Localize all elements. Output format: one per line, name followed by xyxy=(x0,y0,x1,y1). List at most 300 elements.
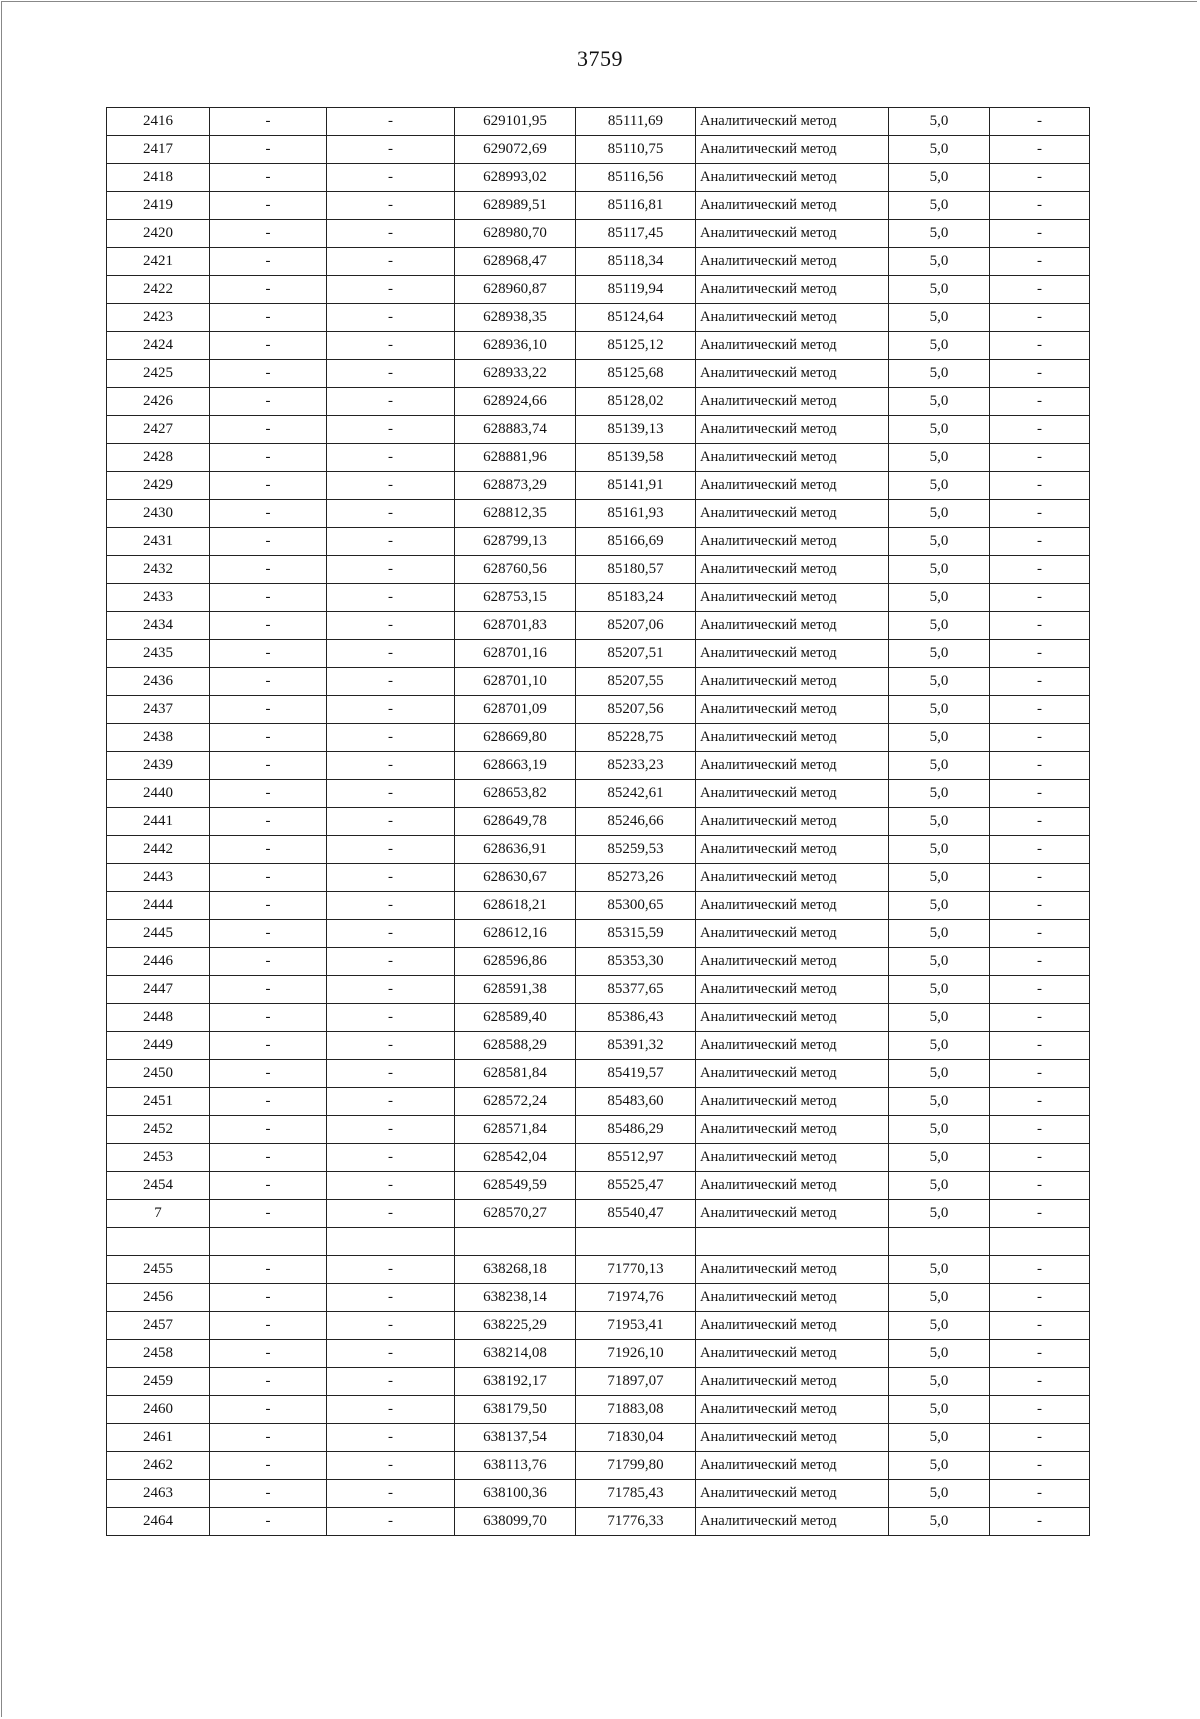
empty-col-8-cell: - xyxy=(990,136,1090,164)
table-row-blank xyxy=(107,1228,1090,1256)
empty-col-8-cell: - xyxy=(990,248,1090,276)
method-cell: Аналитический метод xyxy=(696,416,889,444)
method-cell: Аналитический метод xyxy=(696,1396,889,1424)
y-coordinate-cell: 85166,69 xyxy=(576,528,696,556)
method-cell: Аналитический метод xyxy=(696,192,889,220)
empty-col-2-cell: - xyxy=(210,1172,327,1200)
accuracy-cell xyxy=(889,1228,990,1256)
table-row xyxy=(107,1060,1090,1088)
point-number-cell: 2421 xyxy=(107,248,210,276)
empty-col-3-cell: - xyxy=(327,1312,455,1340)
point-number-cell: 2464 xyxy=(107,1508,210,1536)
empty-col-3-cell: - xyxy=(327,1060,455,1088)
x-coordinate-cell: 628938,35 xyxy=(455,304,576,332)
empty-col-3-cell: - xyxy=(327,1032,455,1060)
empty-col-2-cell: - xyxy=(210,1200,327,1228)
y-coordinate-cell: 85118,34 xyxy=(576,248,696,276)
table-row xyxy=(107,1312,1090,1340)
accuracy-cell: 5,0 xyxy=(889,108,990,136)
method-cell: Аналитический метод xyxy=(696,976,889,1004)
point-number-cell: 2458 xyxy=(107,1340,210,1368)
x-coordinate-cell: 629101,95 xyxy=(455,108,576,136)
empty-col-3-cell: - xyxy=(327,892,455,920)
x-coordinate-cell: 628669,80 xyxy=(455,724,576,752)
empty-col-2-cell: - xyxy=(210,556,327,584)
x-coordinate-cell xyxy=(455,1228,576,1256)
method-cell: Аналитический метод xyxy=(696,696,889,724)
method-cell: Аналитический метод xyxy=(696,836,889,864)
empty-col-2-cell: - xyxy=(210,1340,327,1368)
empty-col-8-cell: - xyxy=(990,892,1090,920)
empty-col-2-cell: - xyxy=(210,948,327,976)
empty-col-2-cell: - xyxy=(210,920,327,948)
empty-col-3-cell: - xyxy=(327,500,455,528)
x-coordinate-cell: 628873,29 xyxy=(455,472,576,500)
x-coordinate-cell: 628588,29 xyxy=(455,1032,576,1060)
y-coordinate-cell: 85377,65 xyxy=(576,976,696,1004)
empty-col-8-cell: - xyxy=(990,780,1090,808)
accuracy-cell: 5,0 xyxy=(889,612,990,640)
method-cell: Аналитический метод xyxy=(696,1004,889,1032)
point-number-cell: 2457 xyxy=(107,1312,210,1340)
empty-col-8-cell: - xyxy=(990,1004,1090,1032)
y-coordinate-cell: 71926,10 xyxy=(576,1340,696,1368)
empty-col-3-cell: - xyxy=(327,1508,455,1536)
accuracy-cell: 5,0 xyxy=(889,948,990,976)
accuracy-cell: 5,0 xyxy=(889,696,990,724)
empty-col-8-cell: - xyxy=(990,1396,1090,1424)
page-number: 3759 xyxy=(577,46,623,71)
y-coordinate-cell: 85125,68 xyxy=(576,360,696,388)
method-cell: Аналитический метод xyxy=(696,1256,889,1284)
method-cell: Аналитический метод xyxy=(696,892,889,920)
empty-col-8-cell: - xyxy=(990,164,1090,192)
empty-col-3-cell: - xyxy=(327,948,455,976)
x-coordinate-cell: 628701,09 xyxy=(455,696,576,724)
table-row xyxy=(107,388,1090,416)
method-cell: Аналитический метод xyxy=(696,1312,889,1340)
method-cell: Аналитический метод xyxy=(696,304,889,332)
point-number-cell: 2439 xyxy=(107,752,210,780)
accuracy-cell: 5,0 xyxy=(889,1088,990,1116)
x-coordinate-cell: 628989,51 xyxy=(455,192,576,220)
method-cell: Аналитический метод xyxy=(696,248,889,276)
accuracy-cell: 5,0 xyxy=(889,724,990,752)
accuracy-cell: 5,0 xyxy=(889,360,990,388)
method-cell: Аналитический метод xyxy=(696,780,889,808)
x-coordinate-cell: 628542,04 xyxy=(455,1144,576,1172)
empty-col-3-cell: - xyxy=(327,836,455,864)
empty-col-8-cell: - xyxy=(990,276,1090,304)
empty-col-3-cell: - xyxy=(327,1088,455,1116)
empty-col-8-cell: - xyxy=(990,1480,1090,1508)
accuracy-cell: 5,0 xyxy=(889,388,990,416)
x-coordinate-cell: 638238,14 xyxy=(455,1284,576,1312)
empty-col-2-cell: - xyxy=(210,1256,327,1284)
empty-col-2-cell: - xyxy=(210,248,327,276)
empty-col-2-cell: - xyxy=(210,612,327,640)
empty-col-3-cell: - xyxy=(327,976,455,1004)
point-number-cell: 2423 xyxy=(107,304,210,332)
empty-col-8-cell: - xyxy=(990,416,1090,444)
empty-col-2-cell: - xyxy=(210,332,327,360)
method-cell: Аналитический метод xyxy=(696,388,889,416)
method-cell: Аналитический метод xyxy=(696,1284,889,1312)
table-row xyxy=(107,332,1090,360)
accuracy-cell: 5,0 xyxy=(889,1060,990,1088)
table-row xyxy=(107,1200,1090,1228)
empty-col-2-cell: - xyxy=(210,1508,327,1536)
table-row xyxy=(107,1284,1090,1312)
accuracy-cell: 5,0 xyxy=(889,920,990,948)
empty-col-2-cell: - xyxy=(210,136,327,164)
method-cell: Аналитический метод xyxy=(696,1032,889,1060)
point-number-cell: 2431 xyxy=(107,528,210,556)
accuracy-cell: 5,0 xyxy=(889,1116,990,1144)
table-row xyxy=(107,416,1090,444)
method-cell: Аналитический метод xyxy=(696,1340,889,1368)
accuracy-cell: 5,0 xyxy=(889,1200,990,1228)
empty-col-3-cell: - xyxy=(327,1424,455,1452)
y-coordinate-cell: 85161,93 xyxy=(576,500,696,528)
x-coordinate-cell: 628589,40 xyxy=(455,1004,576,1032)
x-coordinate-cell: 628630,67 xyxy=(455,864,576,892)
table-row xyxy=(107,248,1090,276)
empty-col-2-cell: - xyxy=(210,220,327,248)
empty-col-8-cell: - xyxy=(990,1284,1090,1312)
point-number-cell: 2452 xyxy=(107,1116,210,1144)
empty-col-8-cell: - xyxy=(990,528,1090,556)
point-number-cell: 2422 xyxy=(107,276,210,304)
table-row xyxy=(107,1256,1090,1284)
empty-col-2-cell: - xyxy=(210,444,327,472)
empty-col-3-cell: - xyxy=(327,864,455,892)
accuracy-cell: 5,0 xyxy=(889,1452,990,1480)
method-cell: Аналитический метод xyxy=(696,1480,889,1508)
method-cell: Аналитический метод xyxy=(696,1368,889,1396)
accuracy-cell: 5,0 xyxy=(889,276,990,304)
y-coordinate-cell: 85486,29 xyxy=(576,1116,696,1144)
x-coordinate-cell: 628883,74 xyxy=(455,416,576,444)
point-number-cell: 2450 xyxy=(107,1060,210,1088)
y-coordinate-cell: 85139,13 xyxy=(576,416,696,444)
empty-col-3-cell: - xyxy=(327,1172,455,1200)
accuracy-cell: 5,0 xyxy=(889,976,990,1004)
empty-col-8-cell: - xyxy=(990,864,1090,892)
point-number-cell: 2437 xyxy=(107,696,210,724)
point-number-cell: 2447 xyxy=(107,976,210,1004)
x-coordinate-cell: 628591,38 xyxy=(455,976,576,1004)
empty-col-3-cell: - xyxy=(327,1368,455,1396)
y-coordinate-cell: 85116,81 xyxy=(576,192,696,220)
x-coordinate-cell: 628572,24 xyxy=(455,1088,576,1116)
x-coordinate-cell: 628960,87 xyxy=(455,276,576,304)
point-number-cell: 2419 xyxy=(107,192,210,220)
empty-col-3-cell: - xyxy=(327,1200,455,1228)
empty-col-8-cell: - xyxy=(990,304,1090,332)
empty-col-8-cell: - xyxy=(990,1172,1090,1200)
y-coordinate-cell: 85419,57 xyxy=(576,1060,696,1088)
x-coordinate-cell: 628571,84 xyxy=(455,1116,576,1144)
y-coordinate-cell: 85525,47 xyxy=(576,1172,696,1200)
y-coordinate-cell: 85540,47 xyxy=(576,1200,696,1228)
point-number-cell: 2428 xyxy=(107,444,210,472)
x-coordinate-cell: 628881,96 xyxy=(455,444,576,472)
empty-col-3-cell: - xyxy=(327,276,455,304)
table-row xyxy=(107,612,1090,640)
table-row xyxy=(107,192,1090,220)
empty-col-2-cell: - xyxy=(210,108,327,136)
empty-col-3-cell: - xyxy=(327,668,455,696)
empty-col-8-cell: - xyxy=(990,388,1090,416)
empty-col-8-cell: - xyxy=(990,1312,1090,1340)
point-number-cell: 2440 xyxy=(107,780,210,808)
accuracy-cell: 5,0 xyxy=(889,1368,990,1396)
empty-col-8-cell: - xyxy=(990,1116,1090,1144)
x-coordinate-cell: 628596,86 xyxy=(455,948,576,976)
empty-col-2-cell: - xyxy=(210,1368,327,1396)
point-number-cell: 2417 xyxy=(107,136,210,164)
x-coordinate-cell: 628570,27 xyxy=(455,1200,576,1228)
method-cell: Аналитический метод xyxy=(696,612,889,640)
method-cell: Аналитический метод xyxy=(696,472,889,500)
y-coordinate-cell: 85117,45 xyxy=(576,220,696,248)
empty-col-8-cell: - xyxy=(990,584,1090,612)
y-coordinate-cell: 71830,04 xyxy=(576,1424,696,1452)
y-coordinate-cell: 85207,06 xyxy=(576,612,696,640)
x-coordinate-cell: 629072,69 xyxy=(455,136,576,164)
empty-col-2-cell: - xyxy=(210,668,327,696)
empty-col-3-cell: - xyxy=(327,584,455,612)
accuracy-cell: 5,0 xyxy=(889,640,990,668)
point-number-cell: 2454 xyxy=(107,1172,210,1200)
accuracy-cell: 5,0 xyxy=(889,332,990,360)
method-cell: Аналитический метод xyxy=(696,920,889,948)
empty-col-8-cell: - xyxy=(990,1200,1090,1228)
x-coordinate-cell: 628701,83 xyxy=(455,612,576,640)
table-row xyxy=(107,780,1090,808)
empty-col-2-cell: - xyxy=(210,1396,327,1424)
empty-col-3-cell: - xyxy=(327,528,455,556)
x-coordinate-cell: 628799,13 xyxy=(455,528,576,556)
empty-col-8-cell: - xyxy=(990,360,1090,388)
empty-col-3-cell: - xyxy=(327,696,455,724)
empty-col-8-cell: - xyxy=(990,976,1090,1004)
accuracy-cell: 5,0 xyxy=(889,668,990,696)
x-coordinate-cell: 638137,54 xyxy=(455,1424,576,1452)
table-row xyxy=(107,752,1090,780)
x-coordinate-cell: 628701,16 xyxy=(455,640,576,668)
table-row xyxy=(107,640,1090,668)
empty-col-3-cell: - xyxy=(327,304,455,332)
y-coordinate-cell: 85228,75 xyxy=(576,724,696,752)
x-coordinate-cell: 638100,36 xyxy=(455,1480,576,1508)
empty-col-3-cell: - xyxy=(327,136,455,164)
point-number-cell: 2433 xyxy=(107,584,210,612)
empty-col-3-cell: - xyxy=(327,360,455,388)
x-coordinate-cell: 628993,02 xyxy=(455,164,576,192)
y-coordinate-cell: 85233,23 xyxy=(576,752,696,780)
empty-col-8-cell: - xyxy=(990,500,1090,528)
table-row xyxy=(107,220,1090,248)
accuracy-cell: 5,0 xyxy=(889,416,990,444)
empty-col-3-cell: - xyxy=(327,416,455,444)
empty-col-2-cell: - xyxy=(210,1088,327,1116)
empty-col-8-cell: - xyxy=(990,1060,1090,1088)
point-number-cell: 2451 xyxy=(107,1088,210,1116)
empty-col-2-cell xyxy=(210,1228,327,1256)
point-number-cell: 2455 xyxy=(107,1256,210,1284)
y-coordinate-cell: 85110,75 xyxy=(576,136,696,164)
method-cell: Аналитический метод xyxy=(696,1200,889,1228)
empty-col-8-cell: - xyxy=(990,640,1090,668)
point-number-cell: 2427 xyxy=(107,416,210,444)
method-cell: Аналитический метод xyxy=(696,220,889,248)
empty-col-2-cell: - xyxy=(210,1144,327,1172)
table-row xyxy=(107,500,1090,528)
point-number-cell: 2418 xyxy=(107,164,210,192)
table-row xyxy=(107,1172,1090,1200)
point-number-cell xyxy=(107,1228,210,1256)
empty-col-2-cell: - xyxy=(210,696,327,724)
x-coordinate-cell: 628549,59 xyxy=(455,1172,576,1200)
accuracy-cell: 5,0 xyxy=(889,556,990,584)
empty-col-2-cell: - xyxy=(210,472,327,500)
empty-col-3-cell: - xyxy=(327,192,455,220)
y-coordinate-cell: 85183,24 xyxy=(576,584,696,612)
y-coordinate-cell: 71974,76 xyxy=(576,1284,696,1312)
empty-col-2-cell: - xyxy=(210,808,327,836)
method-cell: Аналитический метод xyxy=(696,808,889,836)
accuracy-cell: 5,0 xyxy=(889,1004,990,1032)
point-number-cell: 2442 xyxy=(107,836,210,864)
empty-col-8-cell: - xyxy=(990,948,1090,976)
empty-col-3-cell: - xyxy=(327,108,455,136)
accuracy-cell: 5,0 xyxy=(889,1424,990,1452)
y-coordinate-cell xyxy=(576,1228,696,1256)
accuracy-cell: 5,0 xyxy=(889,528,990,556)
table-row xyxy=(107,528,1090,556)
accuracy-cell: 5,0 xyxy=(889,500,990,528)
accuracy-cell: 5,0 xyxy=(889,136,990,164)
point-number-cell: 2463 xyxy=(107,1480,210,1508)
y-coordinate-cell: 85259,53 xyxy=(576,836,696,864)
x-coordinate-cell: 628812,35 xyxy=(455,500,576,528)
empty-col-8-cell: - xyxy=(990,192,1090,220)
table-row xyxy=(107,948,1090,976)
empty-col-3-cell: - xyxy=(327,724,455,752)
accuracy-cell: 5,0 xyxy=(889,864,990,892)
x-coordinate-cell: 628701,10 xyxy=(455,668,576,696)
table-row xyxy=(107,136,1090,164)
y-coordinate-cell: 85353,30 xyxy=(576,948,696,976)
y-coordinate-cell: 85207,55 xyxy=(576,668,696,696)
table-row xyxy=(107,864,1090,892)
empty-col-3-cell: - xyxy=(327,1144,455,1172)
x-coordinate-cell: 638214,08 xyxy=(455,1340,576,1368)
empty-col-8-cell: - xyxy=(990,1424,1090,1452)
empty-col-3-cell: - xyxy=(327,612,455,640)
empty-col-2-cell: - xyxy=(210,500,327,528)
y-coordinate-cell: 85207,56 xyxy=(576,696,696,724)
table-row xyxy=(107,164,1090,192)
x-coordinate-cell: 638113,76 xyxy=(455,1452,576,1480)
y-coordinate-cell: 85141,91 xyxy=(576,472,696,500)
empty-col-8-cell: - xyxy=(990,1340,1090,1368)
point-number-cell: 2436 xyxy=(107,668,210,696)
point-number-cell: 2462 xyxy=(107,1452,210,1480)
method-cell: Аналитический метод xyxy=(696,360,889,388)
empty-col-2-cell: - xyxy=(210,1060,327,1088)
table-row xyxy=(107,1004,1090,1032)
empty-col-2-cell: - xyxy=(210,780,327,808)
table-row xyxy=(107,836,1090,864)
method-cell: Аналитический метод xyxy=(696,752,889,780)
point-number-cell: 2445 xyxy=(107,920,210,948)
point-number-cell: 2425 xyxy=(107,360,210,388)
point-number-cell: 2430 xyxy=(107,500,210,528)
table-body xyxy=(107,108,1090,1536)
x-coordinate-cell: 628980,70 xyxy=(455,220,576,248)
x-coordinate-cell: 638099,70 xyxy=(455,1508,576,1536)
point-number-cell: 2435 xyxy=(107,640,210,668)
point-number-cell: 2441 xyxy=(107,808,210,836)
empty-col-3-cell: - xyxy=(327,220,455,248)
point-number-cell: 2432 xyxy=(107,556,210,584)
table-row xyxy=(107,1452,1090,1480)
empty-col-8-cell: - xyxy=(990,1452,1090,1480)
accuracy-cell: 5,0 xyxy=(889,1396,990,1424)
y-coordinate-cell: 85116,56 xyxy=(576,164,696,192)
empty-col-3-cell: - xyxy=(327,1004,455,1032)
empty-col-3-cell: - xyxy=(327,556,455,584)
x-coordinate-cell: 638225,29 xyxy=(455,1312,576,1340)
empty-col-8-cell: - xyxy=(990,612,1090,640)
y-coordinate-cell: 85483,60 xyxy=(576,1088,696,1116)
empty-col-8-cell: - xyxy=(990,1144,1090,1172)
empty-col-2-cell: - xyxy=(210,976,327,1004)
empty-col-8-cell xyxy=(990,1228,1090,1256)
empty-col-3-cell: - xyxy=(327,780,455,808)
table-row xyxy=(107,1508,1090,1536)
point-number-cell: 2438 xyxy=(107,724,210,752)
empty-col-2-cell: - xyxy=(210,416,327,444)
empty-col-8-cell: - xyxy=(990,752,1090,780)
empty-col-8-cell: - xyxy=(990,668,1090,696)
empty-col-8-cell: - xyxy=(990,1256,1090,1284)
empty-col-3-cell: - xyxy=(327,752,455,780)
x-coordinate-cell: 628636,91 xyxy=(455,836,576,864)
point-number-cell: 2460 xyxy=(107,1396,210,1424)
y-coordinate-cell: 71897,07 xyxy=(576,1368,696,1396)
method-cell: Аналитический метод xyxy=(696,500,889,528)
accuracy-cell: 5,0 xyxy=(889,892,990,920)
empty-col-2-cell: - xyxy=(210,388,327,416)
table-row xyxy=(107,1116,1090,1144)
empty-col-3-cell: - xyxy=(327,1340,455,1368)
point-number-cell: 2449 xyxy=(107,1032,210,1060)
y-coordinate-cell: 71785,43 xyxy=(576,1480,696,1508)
empty-col-2-cell: - xyxy=(210,276,327,304)
empty-col-3-cell: - xyxy=(327,472,455,500)
table-row xyxy=(107,276,1090,304)
table-row xyxy=(107,920,1090,948)
empty-col-8-cell: - xyxy=(990,332,1090,360)
accuracy-cell: 5,0 xyxy=(889,1144,990,1172)
empty-col-2-cell: - xyxy=(210,640,327,668)
x-coordinate-cell: 628663,19 xyxy=(455,752,576,780)
accuracy-cell: 5,0 xyxy=(889,780,990,808)
